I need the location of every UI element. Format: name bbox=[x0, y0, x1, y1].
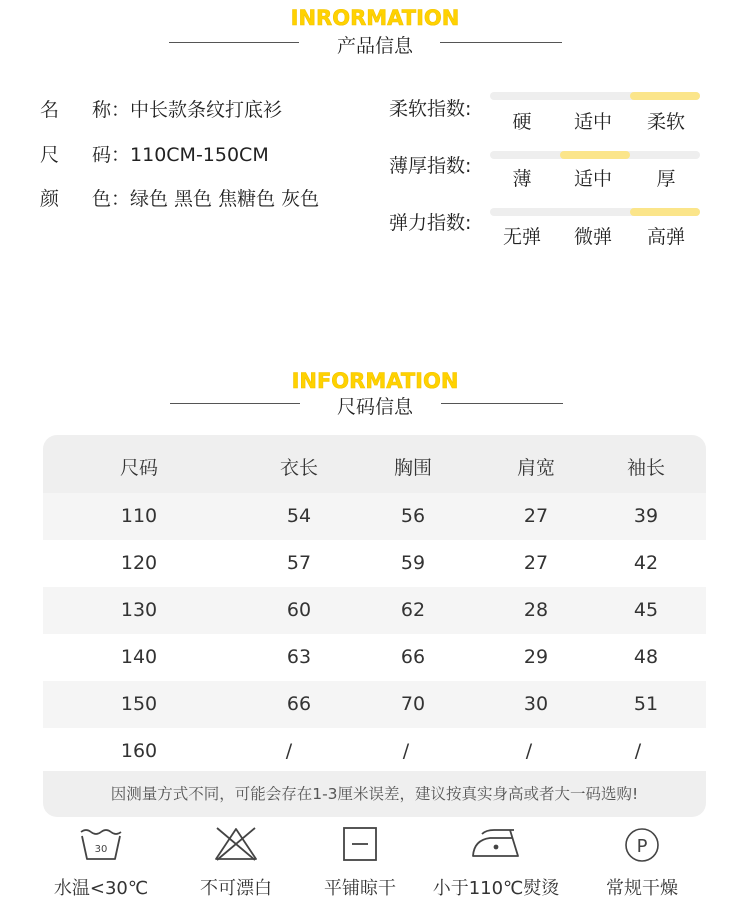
cell-chest: 62 bbox=[400, 599, 426, 621]
elasticity-index-bar bbox=[490, 208, 700, 216]
info-key-1: 尺 bbox=[40, 144, 60, 166]
elasticity-option: 微弹 bbox=[573, 226, 612, 248]
info-color-row bbox=[40, 184, 319, 211]
thickness-option: 适中 bbox=[573, 168, 612, 190]
header-size: 尺码 bbox=[119, 457, 158, 479]
size-table-header bbox=[43, 435, 706, 493]
cell-length: 54 bbox=[286, 505, 312, 527]
cell-sleeve: 39 bbox=[633, 505, 659, 527]
info-key-1: 名 bbox=[40, 99, 60, 121]
cell-sleeve: / bbox=[634, 740, 642, 762]
thickness-index-label: 薄厚指数: bbox=[389, 155, 472, 177]
svg-text:P: P bbox=[636, 836, 648, 857]
table-row bbox=[43, 634, 706, 681]
info-value: 中长款条纹打底衫 bbox=[130, 99, 283, 121]
table-row bbox=[43, 681, 706, 728]
cell-shoulder: 30 bbox=[523, 693, 549, 715]
softness-option: 适中 bbox=[573, 111, 612, 133]
cell-sleeve: 48 bbox=[633, 646, 659, 668]
header-chest: 胸围 bbox=[393, 457, 432, 479]
care-label: 平铺晾干 bbox=[324, 878, 396, 899]
header-shoulder: 肩宽 bbox=[516, 457, 555, 479]
thickness-option: 薄 bbox=[512, 168, 532, 190]
cell-size: 120 bbox=[120, 552, 158, 574]
softness-option: 柔软 bbox=[646, 111, 685, 133]
elasticity-option: 无弹 bbox=[502, 226, 541, 248]
header-sleeve: 袖长 bbox=[626, 457, 665, 479]
table-row bbox=[43, 540, 706, 587]
cell-length: / bbox=[285, 740, 293, 762]
size-info-title-cn: 尺码信息 bbox=[336, 396, 413, 418]
info-key-2: 色： bbox=[92, 188, 131, 210]
softness-index-highlight bbox=[630, 92, 700, 100]
cell-size: 110 bbox=[120, 505, 158, 527]
dry-clean-p-icon bbox=[567, 826, 717, 864]
elasticity-index-highlight bbox=[630, 208, 700, 216]
measurement-note: 因测量方式不同，可能会存在1-3厘米误差，建议按真实身高或者大一码选购! bbox=[43, 771, 706, 817]
softness-index-bar bbox=[490, 92, 700, 100]
info-value: 110CM-150CM bbox=[130, 144, 269, 166]
info-value: 绿色 黑色 焦糖色 灰色 bbox=[130, 188, 320, 210]
care-label: 小于110℃熨烫 bbox=[432, 878, 560, 899]
info-key-1: 颜 bbox=[40, 188, 60, 210]
cell-chest: 70 bbox=[400, 693, 426, 715]
cell-length: 57 bbox=[286, 552, 312, 574]
table-row bbox=[43, 728, 706, 775]
cell-size: 140 bbox=[120, 646, 158, 668]
header-length: 衣长 bbox=[279, 457, 318, 479]
product-info-title-en: INRORMATION bbox=[290, 6, 460, 30]
product-info-title-cn: 产品信息 bbox=[336, 35, 413, 57]
cell-shoulder: 27 bbox=[523, 505, 549, 527]
cell-shoulder: / bbox=[525, 740, 533, 762]
cell-length: 60 bbox=[286, 599, 312, 621]
cell-shoulder: 28 bbox=[523, 599, 549, 621]
cell-shoulder: 27 bbox=[523, 552, 549, 574]
cell-size: 130 bbox=[120, 599, 158, 621]
cell-chest: 66 bbox=[400, 646, 426, 668]
cell-sleeve: 51 bbox=[633, 693, 659, 715]
info-key-2: 码： bbox=[92, 144, 131, 166]
cell-chest: / bbox=[402, 740, 410, 762]
cell-size: 160 bbox=[120, 740, 158, 762]
thickness-option: 厚 bbox=[656, 168, 676, 190]
svg-text:30: 30 bbox=[94, 844, 108, 855]
dry-flat-icon bbox=[285, 826, 435, 862]
size-info-title-en: INFORMATION bbox=[291, 369, 459, 393]
table-row bbox=[43, 493, 706, 540]
elasticity-option: 高弹 bbox=[646, 226, 685, 248]
care-label: 不可漂白 bbox=[200, 878, 272, 899]
table-row bbox=[43, 587, 706, 634]
cell-size: 150 bbox=[120, 693, 158, 715]
info-size-row bbox=[40, 140, 269, 167]
cell-chest: 59 bbox=[400, 552, 426, 574]
iron-icon bbox=[421, 826, 571, 862]
care-label: 水温<30℃ bbox=[53, 878, 149, 899]
info-name-row bbox=[40, 95, 282, 122]
cell-length: 66 bbox=[286, 693, 312, 715]
cell-sleeve: 45 bbox=[633, 599, 659, 621]
wash-30-icon bbox=[26, 826, 176, 862]
elasticity-index-label: 弹力指数: bbox=[389, 212, 472, 234]
cell-shoulder: 29 bbox=[523, 646, 549, 668]
thickness-index-bar bbox=[490, 151, 700, 159]
cell-length: 63 bbox=[286, 646, 312, 668]
care-label: 常规干燥 bbox=[606, 878, 678, 899]
cell-sleeve: 42 bbox=[633, 552, 659, 574]
softness-index-label: 柔软指数: bbox=[389, 98, 472, 120]
softness-option: 硬 bbox=[512, 111, 532, 133]
cell-chest: 56 bbox=[400, 505, 426, 527]
thickness-index-highlight bbox=[560, 151, 630, 159]
info-key-2: 称： bbox=[92, 99, 131, 121]
